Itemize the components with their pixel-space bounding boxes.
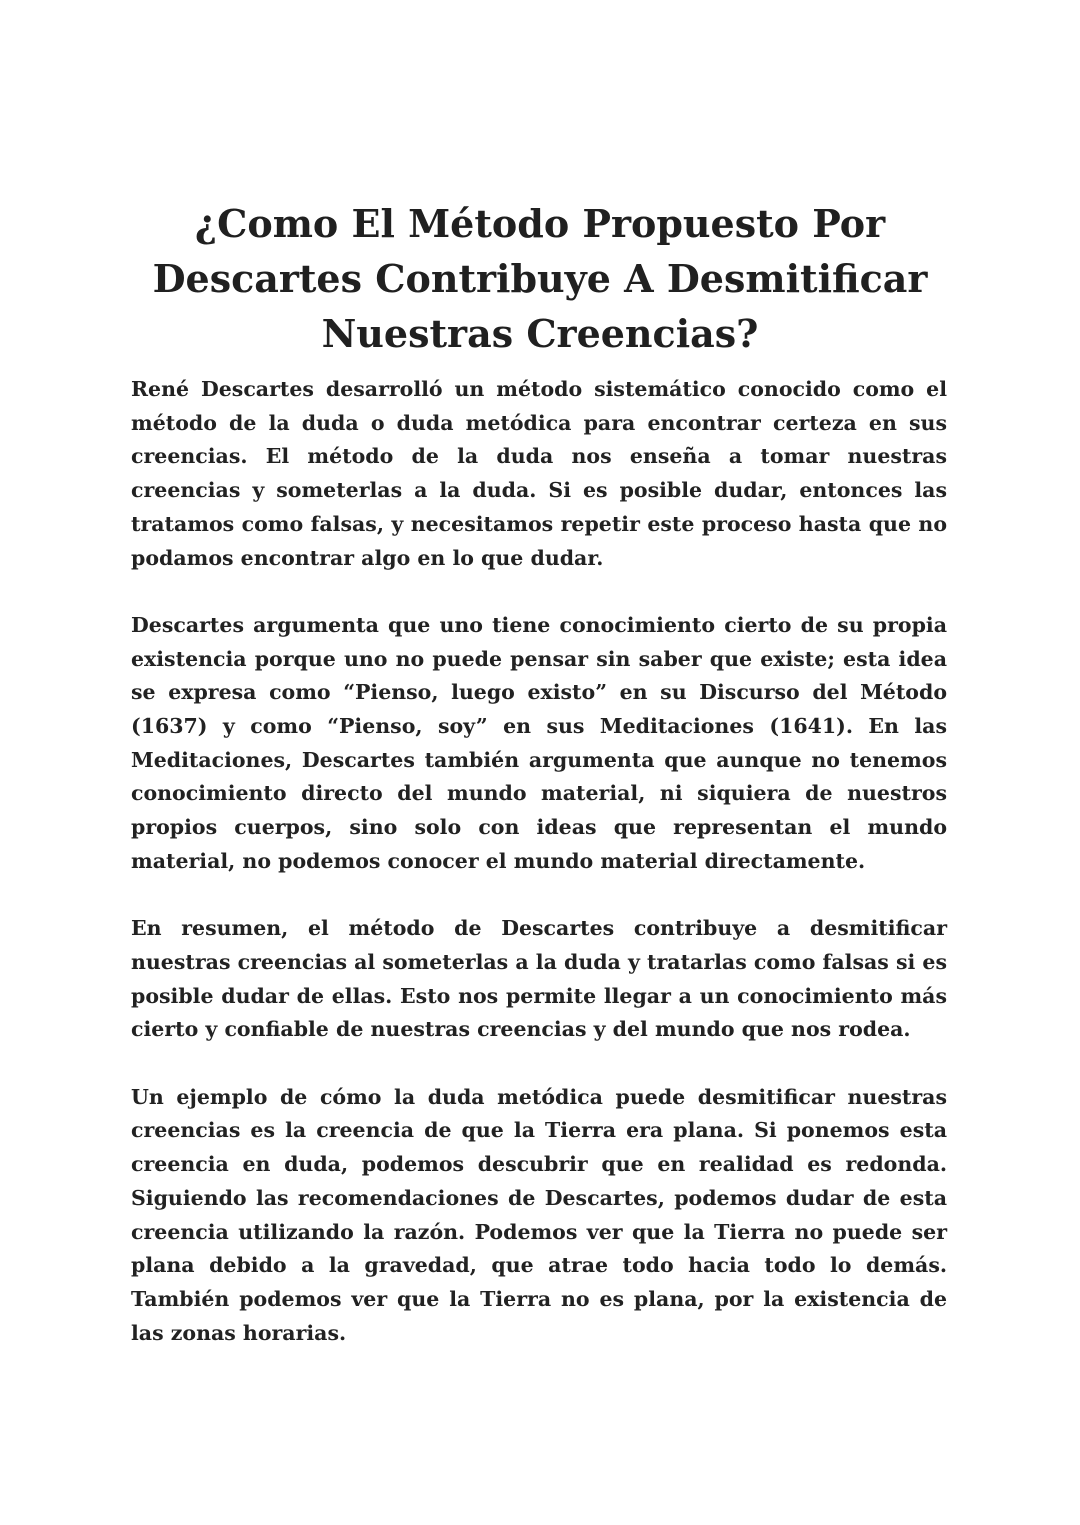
paragraph-cogito: Descartes argumenta que uno tiene conocimiento cierto de su propia existencia porque uno no puede pensar sin saber que existe; esta idea se expresa como “Pienso, luego existo” en su Discurso del Método (1637) y como “Pienso, soy” en sus Meditaciones (1641). En las Meditaciones, Descartes también argumenta que aunque no tenemos conocimiento directo del mundo material, ni siquiera de nuestros propios cuerpos, sino solo con ideas que representan el mundo material, no podemos conocer el mundo material directamente. bbox=[131, 612, 947, 873]
paragraph-method-of-doubt: René Descartes desarrolló un método sistemático conocido como el método de la duda o duda metódica para encontrar certeza en sus creencias. El método de la duda nos enseña a tomar nuestras creencias y someterlas a la duda. Si es posible dudar, entonces las tratamos como falsas, y necesitamos repetir este proceso hasta que no podamos encontrar algo en lo que dudar. bbox=[131, 377, 947, 570]
document-title: ¿Como El Método Propuesto Por Descartes Contribuye A Desmitificar Nuestras Creencias? bbox=[152, 201, 928, 356]
paragraph-summary: En resumen, el método de Descartes contribuye a desmitificar nuestras creencias al someterlas a la duda y tratarlas como falsas si es posible dudar de ellas. Esto nos permite llegar a un conocimiento más cierto y confiable de nuestras creencias y del mundo que nos rodea. bbox=[131, 916, 947, 1042]
paragraph-example: Un ejemplo de cómo la duda metódica puede desmitificar nuestras creencias es la creencia de que la Tierra era plana. Si ponemos esta creencia en duda, podemos descubrir que en realidad es redonda. Siguiendo las recomendaciones de Descartes, podemos dudar de esta creencia utilizando la razón. Podemos ver que la Tierra no puede ser plana debido a la gravedad, que atrae todo hacia todo lo demás. También podemos ver que la Tierra no es plana, por la existencia de las zonas horarias. bbox=[131, 1084, 947, 1345]
document-body bbox=[131, 373, 947, 1350]
